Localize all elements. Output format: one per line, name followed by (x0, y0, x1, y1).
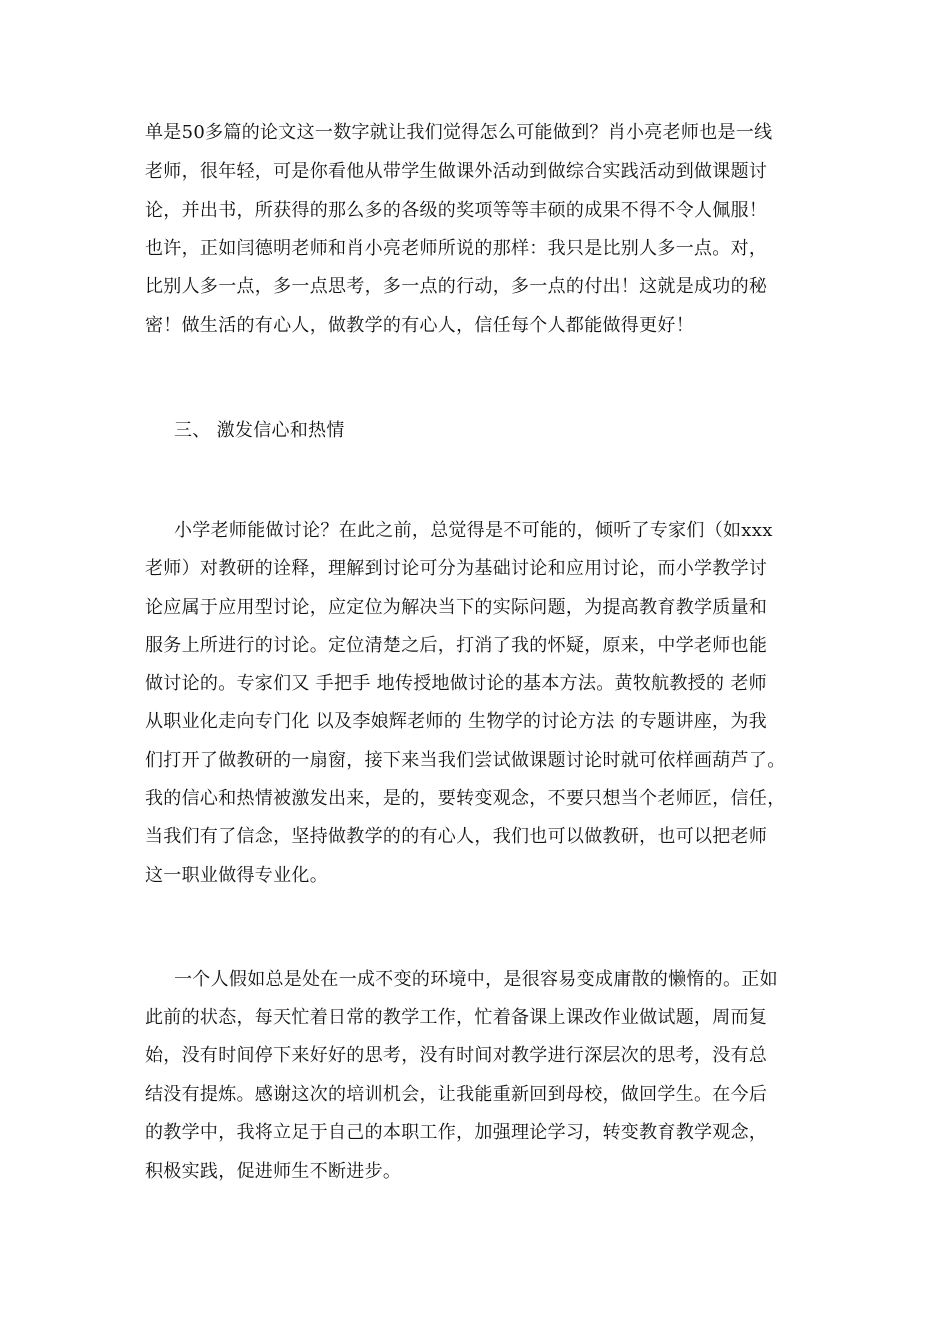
paragraph-3-line-7: 们打开了做教研的一扇窗，接下来当我们尝试做课题讨论时就可依样画葫芦了。 (145, 750, 786, 771)
paragraph-3-line-6: 从职业化走向专门化 以及李娘辉老师的 生物学的讨论方法 的专题讲座，为我 (145, 711, 767, 732)
paragraph-4-line-2: 此前的状态，每天忙着日常的教学工作，忙着备课上课改作业做试题，周而复 (145, 1007, 768, 1028)
paragraph-1-line-1: 单是50多篇的论文这一数字就让我们觉得怎么可能做到？肖小亮老师也是一线 (145, 122, 773, 143)
paragraph-1-line-2: 老师，很年轻，可是你看他从带学生做课外活动到做综合实践活动到做课题讨 (145, 161, 768, 182)
paragraph-3-line-5: 做讨论的。专家们又 手把手 地传授地做讨论的基本方法。黄牧航教授的 老师 (145, 673, 767, 694)
paragraph-4-line-6: 积极实践，促进师生不断进步。 (145, 1161, 402, 1182)
paragraph-4-line-3: 始，没有时间停下来好好的思考，没有时间对教学进行深层次的思考，没有总 (145, 1045, 768, 1066)
paragraph-4-line-5: 的教学中，我将立足于自己的本职工作，加强理论学习，转变教育教学观念， (145, 1122, 768, 1143)
paragraph-3-line-3: 论应属于应用型讨论，应定位为解决当下的实际问题，为提高教育教学质量和 (145, 597, 768, 618)
paragraph-3-line-1: 小学老师能做讨论？在此之前，总觉得是不可能的，倾听了专家们（如xxx (174, 520, 773, 541)
paragraph-4-line-1: 一个人假如总是处在一成不变的环境中，是很容易变成庸散的懒惰的。正如 (174, 969, 778, 990)
paragraph-1-line-5: 比别人多一点，多一点思考，多一点的行动，多一点的付出！这就是成功的秘 (145, 276, 768, 297)
paragraph-3-line-8: 我的信心和热情被激发出来，是的，要转变观念，不要只想当个老师匠，信任， (145, 788, 786, 809)
paragraph-3-line-4: 服务上所进行的讨论。定位清楚之后，打消了我的怀疑，原来，中学老师也能 (145, 635, 768, 656)
paragraph-1-line-6: 密！做生活的有心人，做教学的有心人，信任每个人都能做得更好！ (145, 315, 694, 336)
paragraph-3-line-9: 当我们有了信念，坚持做教学的的有心人，我们也可以做教研，也可以把老师 (145, 826, 768, 847)
paragraph-1-line-3: 论，并出书，所获得的那么多的各级的奖项等等丰硕的成果不得不令人佩服！ (145, 200, 768, 221)
section-heading: 三、 激发信心和热情 (174, 420, 345, 441)
paragraph-4-line-4: 结没有提炼。感谢这次的培训机会，让我能重新回到母校，做回学生。在今后 (145, 1084, 768, 1105)
paragraph-3-line-10: 这一职业做得专业化。 (145, 865, 328, 886)
paragraph-3-line-2: 老师）对教研的诠释，理解到讨论可分为基础讨论和应用讨论，而小学教学讨 (145, 558, 768, 579)
paragraph-1-line-4: 也许，正如闫德明老师和肖小亮老师所说的那样：我只是比别人多一点。对， (145, 238, 768, 259)
